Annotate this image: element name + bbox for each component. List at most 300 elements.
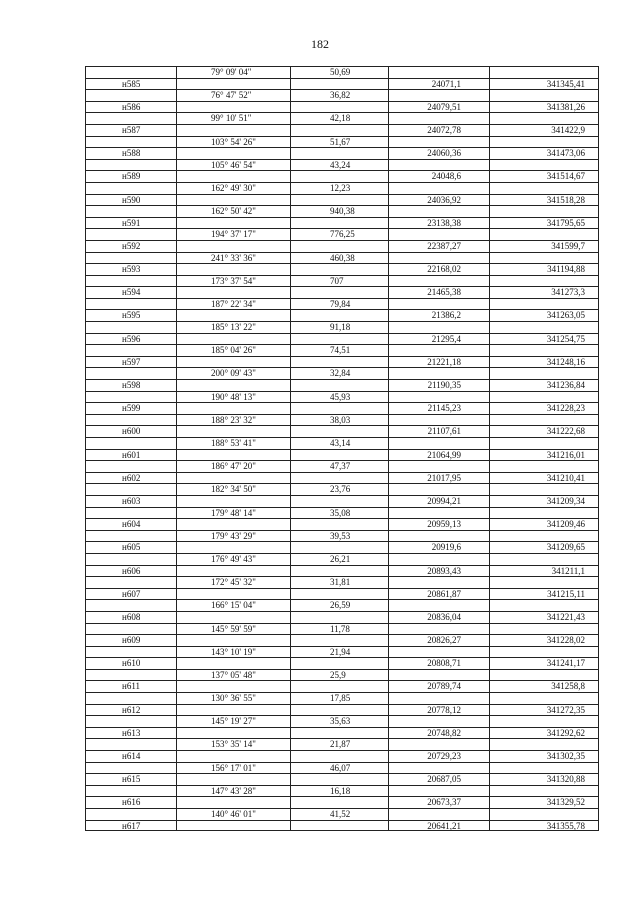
x-coordinate-cell — [388, 298, 489, 310]
x-coordinate-cell: 24071,1 — [388, 78, 489, 90]
x-coordinate-cell — [388, 460, 489, 472]
x-coordinate-cell — [388, 159, 489, 171]
direction-angle-cell — [176, 425, 290, 437]
table-row — [85, 205, 599, 217]
direction-angle-cell — [176, 356, 290, 368]
point-name-cell — [85, 159, 176, 171]
table-row — [85, 483, 599, 495]
x-coordinate-cell: 23138,38 — [388, 217, 489, 229]
table-row — [85, 785, 599, 797]
direction-angle-cell: 103° 54' 26" — [176, 136, 290, 148]
distance-cell — [290, 796, 388, 808]
point-name-cell — [85, 414, 176, 426]
y-coordinate-cell — [489, 414, 599, 426]
point-name-cell: н616 — [85, 796, 176, 808]
distance-cell: 45,93 — [290, 391, 388, 403]
table-row — [85, 344, 599, 356]
point-name-cell: н615 — [85, 773, 176, 785]
point-name-cell — [85, 182, 176, 194]
x-coordinate-cell: 21145,23 — [388, 402, 489, 414]
distance-cell: 74,51 — [290, 344, 388, 356]
point-name-cell — [85, 507, 176, 519]
distance-cell: 36,82 — [290, 89, 388, 101]
distance-cell — [290, 217, 388, 229]
x-coordinate-cell — [388, 715, 489, 727]
point-name-cell: н593 — [85, 263, 176, 275]
point-name-cell — [85, 136, 176, 148]
y-coordinate-cell — [489, 599, 599, 611]
distance-cell — [290, 379, 388, 391]
x-coordinate-cell: 20919,6 — [388, 541, 489, 553]
distance-cell: 39,53 — [290, 530, 388, 542]
y-coordinate-cell — [489, 298, 599, 310]
point-name-cell — [85, 646, 176, 658]
x-coordinate-cell — [388, 275, 489, 287]
table-row — [85, 333, 599, 345]
direction-angle-cell: 179° 48' 14" — [176, 507, 290, 519]
distance-cell: 43,14 — [290, 437, 388, 449]
distance-cell: 16,18 — [290, 785, 388, 797]
table-row — [85, 623, 599, 635]
x-coordinate-cell: 20836,04 — [388, 611, 489, 623]
direction-angle-cell: 145° 19' 27" — [176, 715, 290, 727]
y-coordinate-cell: 341236,84 — [489, 379, 599, 391]
x-coordinate-cell: 20808,71 — [388, 657, 489, 669]
table-row — [85, 565, 599, 577]
point-name-cell — [85, 275, 176, 287]
distance-cell: 38,03 — [290, 414, 388, 426]
direction-angle-cell: 182° 34' 50" — [176, 483, 290, 495]
direction-angle-cell — [176, 565, 290, 577]
x-coordinate-cell — [388, 553, 489, 565]
y-coordinate-cell: 341273,3 — [489, 286, 599, 298]
point-name-cell: н590 — [85, 194, 176, 206]
distance-cell: 25,9 — [290, 669, 388, 681]
direction-angle-cell: 145° 59' 59" — [176, 623, 290, 635]
x-coordinate-cell: 24079,51 — [388, 101, 489, 113]
y-coordinate-cell — [489, 507, 599, 519]
point-name-cell — [85, 483, 176, 495]
direction-angle-cell: 241° 33' 36" — [176, 252, 290, 264]
x-coordinate-cell: 20789,74 — [388, 680, 489, 692]
direction-angle-cell: 99° 10' 51" — [176, 112, 290, 124]
direction-angle-cell — [176, 286, 290, 298]
y-coordinate-cell: 341210,41 — [489, 472, 599, 484]
y-coordinate-cell — [489, 367, 599, 379]
distance-cell: 21,87 — [290, 738, 388, 750]
direction-angle-cell: 179° 43' 29" — [176, 530, 290, 542]
table-row — [85, 762, 599, 774]
point-name-cell: н591 — [85, 217, 176, 229]
x-coordinate-cell: 20861,87 — [388, 588, 489, 600]
y-coordinate-cell — [489, 344, 599, 356]
direction-angle-cell — [176, 101, 290, 113]
direction-angle-cell — [176, 78, 290, 90]
y-coordinate-cell: 341272,35 — [489, 704, 599, 716]
y-coordinate-cell: 341473,06 — [489, 147, 599, 159]
direction-angle-cell — [176, 263, 290, 275]
x-coordinate-cell — [388, 738, 489, 750]
y-coordinate-cell — [489, 483, 599, 495]
y-coordinate-cell: 341263,05 — [489, 309, 599, 321]
table-row — [85, 553, 599, 565]
direction-angle-cell: 105° 46' 54" — [176, 159, 290, 171]
distance-cell — [290, 495, 388, 507]
direction-angle-cell: 188° 23' 32" — [176, 414, 290, 426]
table-row — [85, 646, 599, 658]
distance-cell — [290, 727, 388, 739]
y-coordinate-cell: 341254,75 — [489, 333, 599, 345]
point-name-cell: н587 — [85, 124, 176, 136]
point-name-cell — [85, 576, 176, 588]
y-coordinate-cell: 341216,01 — [489, 449, 599, 461]
table-row — [85, 391, 599, 403]
distance-cell: 35,63 — [290, 715, 388, 727]
distance-cell — [290, 309, 388, 321]
point-name-cell: н596 — [85, 333, 176, 345]
x-coordinate-cell: 21386,2 — [388, 309, 489, 321]
direction-angle-cell — [176, 704, 290, 716]
direction-angle-cell — [176, 518, 290, 530]
table-row — [85, 449, 599, 461]
x-coordinate-cell: 21221,18 — [388, 356, 489, 368]
distance-cell: 35,08 — [290, 507, 388, 519]
distance-cell: 26,59 — [290, 599, 388, 611]
direction-angle-cell — [176, 495, 290, 507]
table-row — [85, 136, 599, 148]
distance-cell — [290, 425, 388, 437]
distance-cell: 776,25 — [290, 228, 388, 240]
x-coordinate-cell: 20748,82 — [388, 727, 489, 739]
table-row — [85, 414, 599, 426]
point-name-cell: н597 — [85, 356, 176, 368]
y-coordinate-cell: 341422,9 — [489, 124, 599, 136]
distance-cell: 46,07 — [290, 762, 388, 774]
table-row — [85, 112, 599, 124]
direction-angle-cell: 194° 37' 17" — [176, 228, 290, 240]
y-coordinate-cell: 341194,88 — [489, 263, 599, 275]
distance-cell — [290, 263, 388, 275]
y-coordinate-cell: 341209,34 — [489, 495, 599, 507]
direction-angle-cell: 200° 09' 43" — [176, 367, 290, 379]
point-name-cell — [85, 228, 176, 240]
distance-cell — [290, 611, 388, 623]
distance-cell — [290, 194, 388, 206]
point-name-cell: н614 — [85, 750, 176, 762]
table-row — [85, 773, 599, 785]
x-coordinate-cell: 21190,35 — [388, 379, 489, 391]
table-row — [85, 252, 599, 264]
x-coordinate-cell: 21465,38 — [388, 286, 489, 298]
point-name-cell — [85, 252, 176, 264]
table-row — [85, 750, 599, 762]
page-number: 182 — [311, 37, 329, 51]
distance-cell — [290, 820, 388, 832]
y-coordinate-cell — [489, 391, 599, 403]
point-name-cell — [85, 808, 176, 820]
point-name-cell: н608 — [85, 611, 176, 623]
table-row — [85, 588, 599, 600]
x-coordinate-cell: 21017,95 — [388, 472, 489, 484]
table-row — [85, 286, 599, 298]
point-name-cell: н594 — [85, 286, 176, 298]
table-row — [85, 356, 599, 368]
x-coordinate-cell — [388, 785, 489, 797]
distance-cell — [290, 124, 388, 136]
point-name-cell — [85, 599, 176, 611]
coordinates-table — [85, 66, 599, 831]
distance-cell — [290, 541, 388, 553]
point-name-cell: н604 — [85, 518, 176, 530]
direction-angle-cell — [176, 541, 290, 553]
x-coordinate-cell — [388, 391, 489, 403]
y-coordinate-cell: 341599,7 — [489, 240, 599, 252]
x-coordinate-cell: 20673,37 — [388, 796, 489, 808]
x-coordinate-cell — [388, 599, 489, 611]
point-name-cell: н598 — [85, 379, 176, 391]
distance-cell: 47,37 — [290, 460, 388, 472]
direction-angle-cell: 187° 22' 34" — [176, 298, 290, 310]
distance-cell: 50,69 — [290, 66, 388, 78]
x-coordinate-cell: 24072,78 — [388, 124, 489, 136]
direction-angle-cell — [176, 588, 290, 600]
table-row — [85, 692, 599, 704]
table-row — [85, 240, 599, 252]
direction-angle-cell: 188° 53' 41" — [176, 437, 290, 449]
table-row — [85, 78, 599, 90]
distance-cell — [290, 170, 388, 182]
distance-cell — [290, 657, 388, 669]
y-coordinate-cell: 341329,52 — [489, 796, 599, 808]
x-coordinate-cell — [388, 367, 489, 379]
y-coordinate-cell — [489, 321, 599, 333]
x-coordinate-cell — [388, 205, 489, 217]
y-coordinate-cell: 341241,17 — [489, 657, 599, 669]
x-coordinate-cell — [388, 66, 489, 78]
direction-angle-cell: 143° 10' 19" — [176, 646, 290, 658]
point-name-cell: н586 — [85, 101, 176, 113]
direction-angle-cell — [176, 611, 290, 623]
distance-cell: 43,24 — [290, 159, 388, 171]
point-name-cell — [85, 344, 176, 356]
table-row — [85, 101, 599, 113]
point-name-cell — [85, 321, 176, 333]
x-coordinate-cell — [388, 228, 489, 240]
x-coordinate-cell: 24036,92 — [388, 194, 489, 206]
point-name-cell: н601 — [85, 449, 176, 461]
point-name-cell — [85, 785, 176, 797]
x-coordinate-cell: 21295,4 — [388, 333, 489, 345]
table-row — [85, 738, 599, 750]
y-coordinate-cell: 341381,26 — [489, 101, 599, 113]
distance-cell: 460,38 — [290, 252, 388, 264]
table-row — [85, 437, 599, 449]
point-name-cell: н612 — [85, 704, 176, 716]
y-coordinate-cell — [489, 808, 599, 820]
distance-cell — [290, 402, 388, 414]
x-coordinate-cell: 20641,21 — [388, 820, 489, 832]
table-row — [85, 367, 599, 379]
table-row — [85, 599, 599, 611]
direction-angle-cell: 186° 47' 20" — [176, 460, 290, 472]
distance-cell — [290, 240, 388, 252]
direction-angle-cell: 76° 47' 52" — [176, 89, 290, 101]
x-coordinate-cell — [388, 576, 489, 588]
x-coordinate-cell — [388, 112, 489, 124]
table-row — [85, 796, 599, 808]
distance-cell: 940,38 — [290, 205, 388, 217]
table-row — [85, 402, 599, 414]
x-coordinate-cell — [388, 321, 489, 333]
direction-angle-cell: 147° 43' 28" — [176, 785, 290, 797]
direction-angle-cell: 79° 09' 04" — [176, 66, 290, 78]
distance-cell — [290, 750, 388, 762]
direction-angle-cell: 190° 48' 13" — [176, 391, 290, 403]
table-row — [85, 518, 599, 530]
table-row — [85, 669, 599, 681]
y-coordinate-cell — [489, 89, 599, 101]
table-row — [85, 228, 599, 240]
direction-angle-cell — [176, 727, 290, 739]
x-coordinate-cell: 20778,12 — [388, 704, 489, 716]
distance-cell: 31,81 — [290, 576, 388, 588]
point-name-cell: н617 — [85, 820, 176, 832]
direction-angle-cell: 173° 37' 54" — [176, 275, 290, 287]
x-coordinate-cell: 21064,99 — [388, 449, 489, 461]
distance-cell — [290, 518, 388, 530]
direction-angle-cell — [176, 402, 290, 414]
direction-angle-cell — [176, 379, 290, 391]
table-row — [85, 820, 599, 832]
y-coordinate-cell: 341320,88 — [489, 773, 599, 785]
x-coordinate-cell — [388, 89, 489, 101]
y-coordinate-cell: 341514,67 — [489, 170, 599, 182]
y-coordinate-cell — [489, 738, 599, 750]
y-coordinate-cell — [489, 112, 599, 124]
point-name-cell: н589 — [85, 170, 176, 182]
table-row — [85, 727, 599, 739]
y-coordinate-cell — [489, 182, 599, 194]
table-row — [85, 263, 599, 275]
table-row — [85, 275, 599, 287]
direction-angle-cell — [176, 472, 290, 484]
direction-angle-cell: 153° 35' 14" — [176, 738, 290, 750]
distance-cell — [290, 680, 388, 692]
table-row — [85, 379, 599, 391]
direction-angle-cell — [176, 773, 290, 785]
table-row — [85, 159, 599, 171]
direction-angle-cell — [176, 657, 290, 669]
direction-angle-cell — [176, 333, 290, 345]
y-coordinate-cell: 341211,1 — [489, 565, 599, 577]
point-name-cell — [85, 530, 176, 542]
distance-cell — [290, 634, 388, 646]
table-row — [85, 611, 599, 623]
point-name-cell: н595 — [85, 309, 176, 321]
x-coordinate-cell: 20959,13 — [388, 518, 489, 530]
point-name-cell — [85, 553, 176, 565]
distance-cell: 91,18 — [290, 321, 388, 333]
point-name-cell — [85, 460, 176, 472]
distance-cell: 79,84 — [290, 298, 388, 310]
x-coordinate-cell — [388, 646, 489, 658]
point-name-cell — [85, 112, 176, 124]
direction-angle-cell: 172° 45' 32" — [176, 576, 290, 588]
distance-cell: 707 — [290, 275, 388, 287]
x-coordinate-cell — [388, 414, 489, 426]
y-coordinate-cell — [489, 646, 599, 658]
y-coordinate-cell — [489, 623, 599, 635]
y-coordinate-cell — [489, 136, 599, 148]
x-coordinate-cell: 20994,21 — [388, 495, 489, 507]
y-coordinate-cell: 341258,8 — [489, 680, 599, 692]
distance-cell: 12,23 — [290, 182, 388, 194]
point-name-cell: н607 — [85, 588, 176, 600]
y-coordinate-cell — [489, 66, 599, 78]
x-coordinate-cell — [388, 692, 489, 704]
x-coordinate-cell: 20687,05 — [388, 773, 489, 785]
x-coordinate-cell: 22387,27 — [388, 240, 489, 252]
table-row — [85, 704, 599, 716]
table-row — [85, 425, 599, 437]
y-coordinate-cell: 341228,23 — [489, 402, 599, 414]
table-row — [85, 634, 599, 646]
x-coordinate-cell — [388, 762, 489, 774]
table-row — [85, 89, 599, 101]
table-row — [85, 530, 599, 542]
direction-angle-cell: 140° 46' 01" — [176, 808, 290, 820]
direction-angle-cell: 137° 05' 48" — [176, 669, 290, 681]
point-name-cell: н603 — [85, 495, 176, 507]
x-coordinate-cell: 21107,61 — [388, 425, 489, 437]
table-row — [85, 194, 599, 206]
point-name-cell — [85, 391, 176, 403]
distance-cell: 17,85 — [290, 692, 388, 704]
direction-angle-cell — [176, 217, 290, 229]
distance-cell: 32,84 — [290, 367, 388, 379]
table-row — [85, 541, 599, 553]
point-name-cell — [85, 623, 176, 635]
direction-angle-cell — [176, 170, 290, 182]
y-coordinate-cell — [489, 762, 599, 774]
x-coordinate-cell: 24060,36 — [388, 147, 489, 159]
table-row — [85, 321, 599, 333]
direction-angle-cell — [176, 194, 290, 206]
table-row — [85, 66, 599, 78]
y-coordinate-cell: 341209,65 — [489, 541, 599, 553]
x-coordinate-cell — [388, 344, 489, 356]
distance-cell: 26,21 — [290, 553, 388, 565]
table-row — [85, 147, 599, 159]
table-row — [85, 808, 599, 820]
table-row — [85, 309, 599, 321]
x-coordinate-cell — [388, 437, 489, 449]
table-row — [85, 507, 599, 519]
y-coordinate-cell — [489, 715, 599, 727]
direction-angle-cell — [176, 147, 290, 159]
distance-cell — [290, 449, 388, 461]
y-coordinate-cell: 341518,28 — [489, 194, 599, 206]
y-coordinate-cell — [489, 437, 599, 449]
x-coordinate-cell — [388, 530, 489, 542]
direction-angle-cell — [176, 309, 290, 321]
y-coordinate-cell: 341345,41 — [489, 78, 599, 90]
y-coordinate-cell — [489, 228, 599, 240]
distance-cell: 51,67 — [290, 136, 388, 148]
y-coordinate-cell: 341292,62 — [489, 727, 599, 739]
point-name-cell: н610 — [85, 657, 176, 669]
point-name-cell: н613 — [85, 727, 176, 739]
